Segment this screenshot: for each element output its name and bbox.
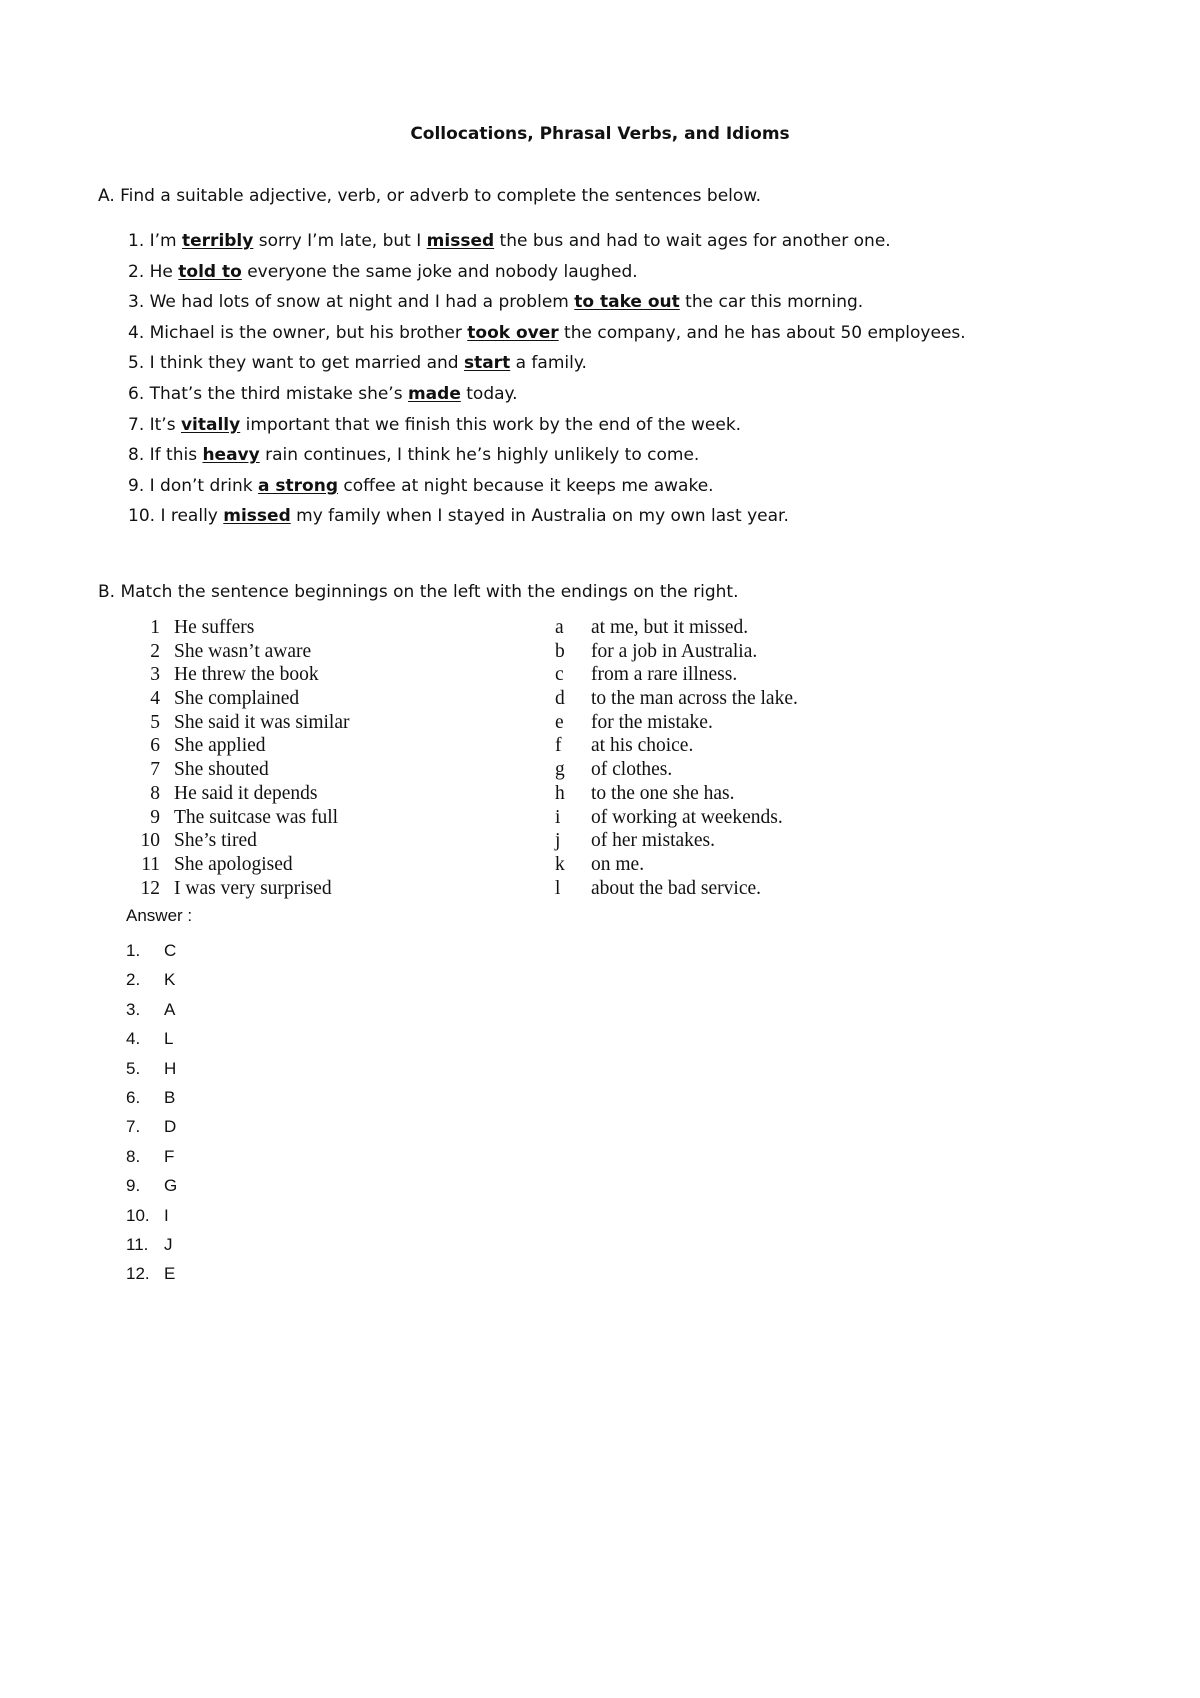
answer-number: 9. — [126, 1176, 141, 1196]
answer-letter: K — [164, 970, 176, 990]
sentence-text: 2. He — [128, 261, 179, 282]
sentence-text: 5. I think they want to get married and — [128, 353, 464, 374]
beginning-item — [138, 758, 349, 782]
ending-text: to the one she has. — [591, 782, 735, 804]
filled-answer: told to — [178, 261, 242, 282]
sentence-item — [128, 226, 966, 257]
answer-letter: H — [164, 1058, 177, 1078]
beginning-text: She applied — [174, 735, 266, 757]
ending-letter: a — [555, 617, 564, 638]
section-b-heading: B. Match the sentence beginnings on the left with the endings on the right. — [98, 582, 739, 602]
beginning-text: I was very surprised — [174, 877, 332, 899]
ending-text: of clothes. — [591, 759, 673, 781]
beginning-item — [138, 829, 349, 853]
section-a-sentence-list — [128, 226, 966, 532]
answer-number: 2. — [126, 970, 141, 990]
beginning-text: She wasn’t aware — [174, 640, 312, 662]
sentence-text: everyone the same joke and nobody laughed. — [241, 261, 638, 282]
sentence-item — [128, 501, 966, 532]
beginning-number: 10 — [140, 830, 160, 852]
ending-item — [555, 877, 798, 901]
answer-number: 11. — [126, 1234, 149, 1254]
ending-text: of her mistakes. — [591, 830, 716, 852]
sentence-text: 9. I don’t drink — [128, 475, 259, 496]
beginning-number: 8 — [150, 782, 160, 804]
sentence-text: a family. — [510, 353, 587, 374]
ending-text: to the man across the lake. — [591, 688, 798, 710]
beginning-item — [138, 711, 349, 735]
page-title: Collocations, Phrasal Verbs, and Idioms — [410, 124, 790, 144]
beginning-item — [138, 853, 349, 877]
ending-letter: g — [555, 759, 565, 781]
beginning-text: He said it depends — [174, 782, 318, 804]
ending-text: at his choice. — [591, 735, 694, 757]
beginning-number: 9 — [150, 806, 160, 828]
sentence-text: sorry I’m late, but I — [253, 231, 427, 251]
answer-letter: L — [164, 1029, 174, 1049]
filled-answer: made — [407, 383, 461, 404]
answer-number: 8. — [126, 1146, 141, 1166]
ending-letter: f — [555, 735, 562, 757]
filled-answer: a strong — [258, 475, 338, 496]
sentence-item — [128, 348, 966, 379]
answer-number: 12. — [126, 1264, 150, 1284]
ending-text: from a rare illness. — [591, 664, 738, 686]
beginning-number: 1 — [150, 617, 160, 638]
ending-item — [555, 640, 798, 664]
sentence-text: the car this morning. — [679, 292, 864, 313]
sentence-item — [128, 410, 966, 441]
ending-item — [555, 663, 798, 687]
beginning-text: She apologised — [174, 853, 293, 875]
sentence-text: rain continues, I think he’s highly unlikely to come. — [259, 445, 700, 466]
answer-item — [126, 1112, 177, 1141]
answer-item — [126, 1054, 177, 1083]
filled-answer: took over — [467, 322, 559, 343]
sentence-text: 3. We had lots of snow at night and I had a problem — [128, 292, 575, 313]
answer-item — [126, 965, 177, 994]
beginning-item — [138, 687, 349, 711]
sentence-text: 8. If this — [128, 445, 203, 466]
ending-item — [555, 734, 798, 758]
sentence-text: important that we finish this work by the end of the week. — [240, 414, 742, 435]
sentence-item — [128, 318, 966, 349]
sentence-text: 10. I really — [128, 506, 224, 527]
beginning-item — [138, 640, 349, 664]
ending-letter: b — [555, 640, 565, 662]
sentence-text: 1. I’m — [128, 231, 183, 251]
ending-letter: c — [555, 664, 564, 686]
answer-item — [126, 1201, 177, 1230]
answer-number: 7. — [126, 1117, 141, 1137]
beginning-number: 6 — [150, 735, 160, 757]
ending-text: on me. — [591, 853, 645, 875]
filled-answer: vitally — [180, 414, 241, 435]
answer-letter: A — [164, 999, 176, 1019]
answer-number: 6. — [126, 1087, 141, 1107]
sentence-beginnings-list — [138, 616, 349, 900]
sentence-text: 6. That’s the third mistake she’s — [128, 383, 408, 404]
ending-text: of working at weekends. — [591, 806, 783, 828]
answer-item — [126, 936, 177, 965]
answer-letter: E — [164, 1264, 176, 1284]
ending-item — [555, 687, 798, 711]
beginning-number: 7 — [150, 759, 160, 781]
sentence-text: today. — [460, 383, 518, 404]
ending-text: at me, but it missed. — [591, 617, 749, 638]
beginning-item — [138, 806, 349, 830]
sentence-endings-list — [555, 616, 798, 900]
beginning-text: The suitcase was full — [174, 806, 339, 828]
beginning-text: She complained — [174, 688, 300, 710]
answer-item — [126, 1230, 177, 1259]
answer-item — [126, 1259, 177, 1288]
answer-number: 4. — [126, 1029, 141, 1049]
ending-item — [555, 853, 798, 877]
sentence-item — [128, 440, 966, 471]
ending-letter: l — [555, 877, 561, 899]
beginning-number: 2 — [150, 640, 160, 662]
answer-number: 1. — [126, 941, 141, 960]
ending-letter: i — [555, 806, 561, 828]
answer-item — [126, 1024, 177, 1053]
beginning-item — [138, 877, 349, 901]
answer-item — [126, 1171, 177, 1200]
ending-text: for a job in Australia. — [591, 640, 758, 662]
answer-number: 10. — [126, 1205, 150, 1225]
ending-item — [555, 711, 798, 735]
beginning-item — [138, 663, 349, 687]
answer-letter: D — [164, 1117, 177, 1137]
answer-label: Answer : — [126, 906, 193, 925]
ending-text: about the bad service. — [591, 877, 762, 899]
ending-item — [555, 829, 798, 853]
answer-letter: F — [164, 1146, 175, 1166]
ending-letter: k — [555, 853, 565, 875]
ending-item — [555, 758, 798, 782]
sentence-item — [128, 471, 966, 502]
sentence-text: coffee at night because it keeps me awake. — [338, 475, 714, 496]
beginning-number: 3 — [150, 664, 160, 686]
answer-item — [126, 1083, 177, 1112]
beginning-text: He threw the book — [174, 664, 319, 686]
filled-answer: missed — [426, 231, 495, 251]
ending-item — [555, 806, 798, 830]
answer-letter: G — [164, 1176, 178, 1196]
answer-letter: B — [164, 1087, 176, 1107]
answer-letter: I — [164, 1205, 169, 1225]
sentence-item — [128, 379, 966, 410]
answer-item — [126, 995, 177, 1024]
beginning-item — [138, 616, 349, 640]
beginning-text: She said it was similar — [174, 711, 350, 733]
ending-text: for the mistake. — [591, 711, 713, 733]
ending-letter: d — [555, 688, 565, 710]
filled-answer: missed — [223, 506, 291, 527]
filled-answer: terribly — [182, 231, 254, 251]
filled-answer: to take out — [574, 292, 680, 313]
beginning-item — [138, 734, 349, 758]
ending-item — [555, 782, 798, 806]
beginning-number: 12 — [140, 877, 160, 899]
answer-letter: J — [164, 1234, 173, 1254]
ending-letter: h — [555, 782, 565, 804]
sentence-item — [128, 287, 966, 318]
beginning-text: She’s tired — [174, 830, 257, 852]
sentence-text: the company, and he has about 50 employees. — [558, 322, 966, 343]
sentence-item — [128, 257, 966, 288]
answer-number: 5. — [126, 1058, 141, 1078]
answer-number: 3. — [126, 999, 141, 1019]
sentence-text: 7. It’s — [128, 414, 181, 435]
ending-letter: j — [555, 830, 561, 852]
answer-item — [126, 1142, 177, 1171]
answer-letter: C — [164, 941, 177, 960]
beginning-text: She shouted — [174, 759, 269, 781]
beginning-number: 11 — [141, 853, 160, 875]
filled-answer: start — [463, 353, 511, 374]
sentence-text: my family when I stayed in Australia on my own last year. — [290, 506, 789, 527]
filled-answer: heavy — [202, 445, 260, 466]
sentence-text: 4. Michael is the owner, but his brother — [128, 322, 468, 343]
answer-list — [126, 936, 177, 1289]
ending-item — [555, 616, 798, 640]
section-a-heading: A. Find a suitable adjective, verb, or adverb to complete the sentences below. — [98, 186, 762, 206]
beginning-text: He suffers — [174, 617, 255, 638]
ending-letter: e — [555, 711, 564, 733]
sentence-text: the bus and had to wait ages for another one. — [494, 231, 891, 251]
beginning-item — [138, 782, 349, 806]
beginning-number: 4 — [150, 688, 160, 710]
beginning-number: 5 — [150, 711, 160, 733]
